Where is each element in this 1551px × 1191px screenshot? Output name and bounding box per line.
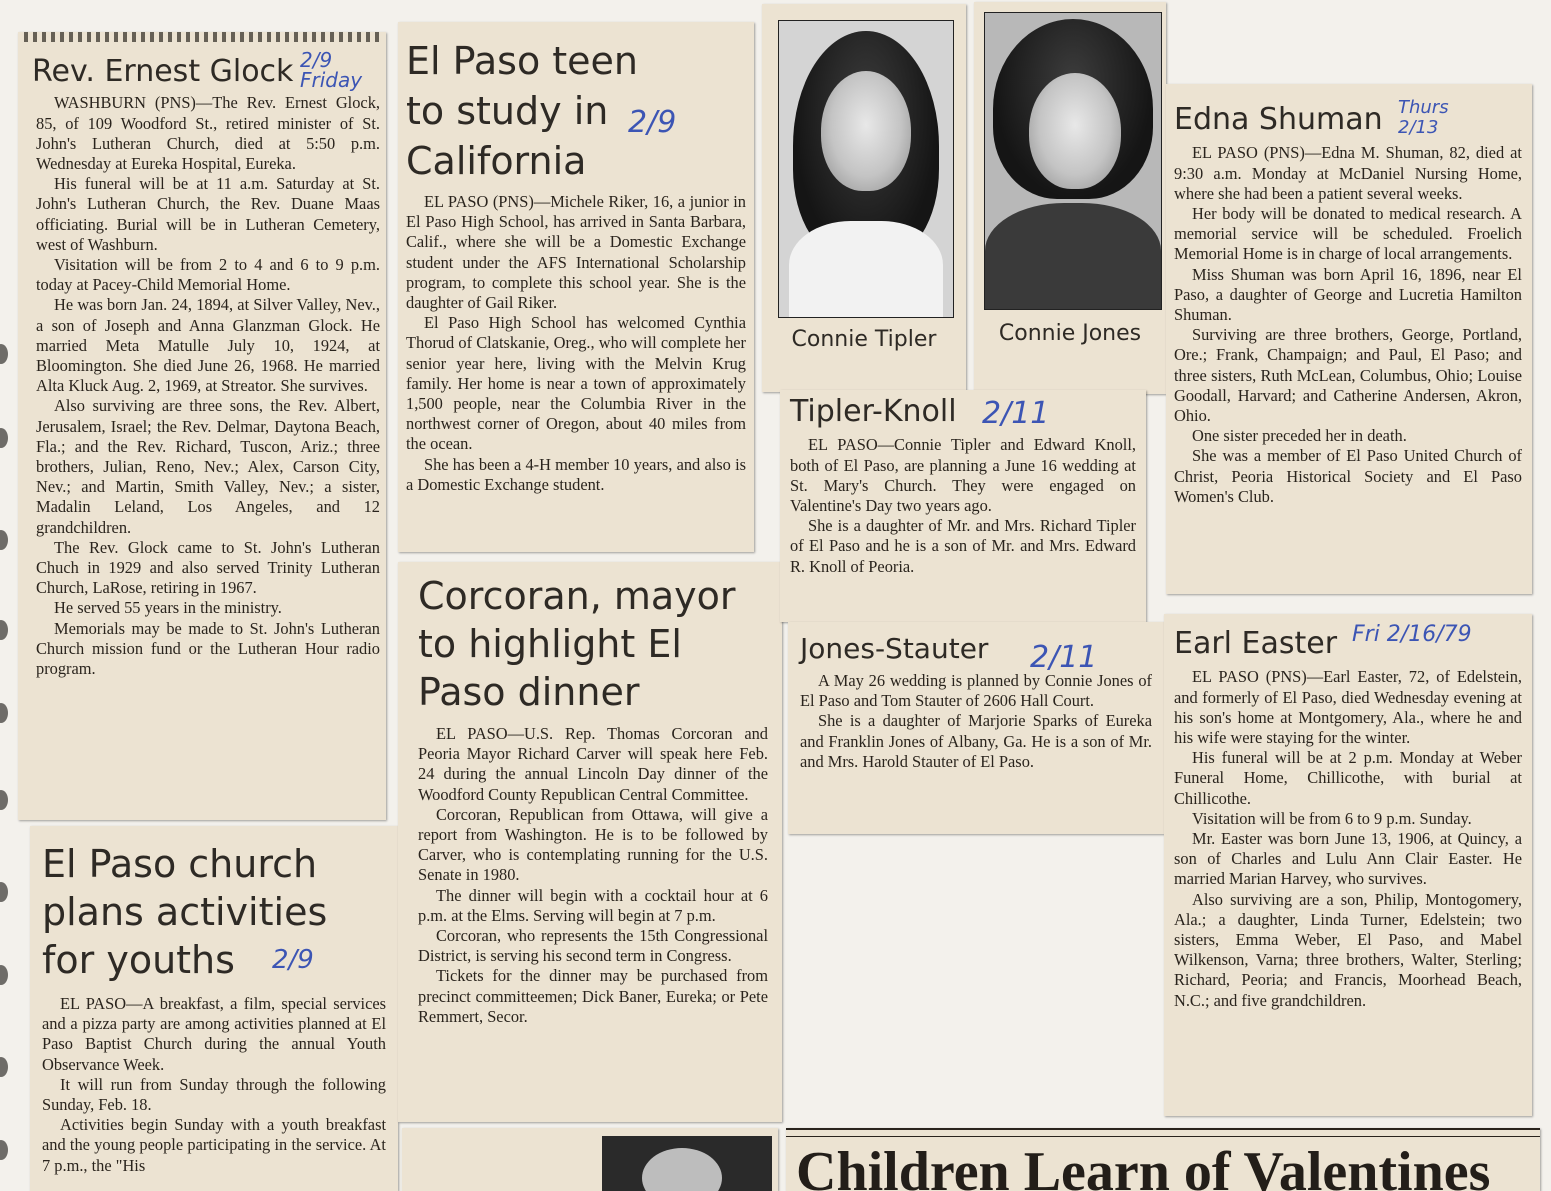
shuman-paragraph: Her body will be donated to medical research. A memorial service will be scheduled. Froelich Memorial Home is in charge of local arrangements.: [1174, 204, 1522, 264]
shuman-paragraph: EL PASO (PNS)—Edna M. Shuman, 82, died at 9:30 a.m. Monday at McDaniel Nursing Home, where she had been a patient several weeks.: [1174, 143, 1522, 203]
handwritten-date-note: 2/11: [1030, 640, 1098, 675]
glock-paragraph: He served 55 years in the ministry.: [54, 598, 282, 618]
jones-stauter-body: [800, 671, 1152, 772]
jones-stauter-headline: Jones-Stauter: [800, 632, 989, 665]
handwritten-date-note: 2/9: [272, 945, 314, 975]
shuman-paragraph: She was a member of El Paso United Church of Christ, Peoria Historical Society and El Paso Women's Club.: [1174, 446, 1522, 506]
glock-obituary-clipping: [18, 32, 386, 820]
partial-photo-clipping: [402, 1128, 778, 1191]
shuman-paragraph: One sister preceded her in death.: [1192, 426, 1407, 446]
corcoran-headline: Corcoran, mayor to highlight El Paso dinner: [418, 574, 736, 714]
church-headline: El Paso church plans activities for youths: [42, 842, 328, 982]
tipler-knoll-paragraph: She is a daughter of Mr. and Mrs. Richard Tipler of El Paso and he is a son of Mr. and Mrs. Edward R. Knoll of Peoria.: [790, 516, 1136, 576]
glock-paragraph: Memorials may be made to St. John's Lutheran Church mission fund or the Lutheran Hour radio program.: [36, 618, 380, 679]
jones-photo-clipping: [974, 2, 1166, 394]
handwritten-date-note: Thurs 2/13: [1398, 97, 1449, 138]
church-paragraph: Activities begin Sunday with a youth breakfast and the young people participating in the service. At 7 p.m., the "His: [42, 1115, 386, 1175]
easter-obituary-clipping: [1164, 614, 1532, 1116]
shuman-paragraph: Surviving are three brothers, George, Portland, Ore.; Frank, Champaign; and Paul, El Paso; and three sisters, Ruth McLean, Columbus, Ohio; Louise Goodall, Harvard; and Catherine Andersen, Akron, Ohio.: [1174, 325, 1522, 426]
easter-paragraph: Visitation will be from 6 to 9 p.m. Sunday.: [1192, 808, 1472, 828]
decorative-border: [24, 32, 380, 42]
jones-stauter-clipping: [788, 622, 1164, 834]
jones-stauter-paragraph: She is a daughter of Marjorie Sparks of Eureka and Franklin Jones of Albany, Ga. He is a son of Mr. and Mrs. Harold Stauter of El Paso.: [800, 711, 1152, 771]
glock-body: [36, 93, 380, 679]
glock-paragraph: Also surviving are three sons, the Rev. Albert, Jerusalem, Israel; the Rev. Delmar, Daytona Beach, Fla.; and the Rev. Richard, Tuscon, Ariz.; three brothers, Julian, Reno, Nev.; Alex, Carson City, Nev.; and Martin, Smith Valley, Nev.; a sister, Madalin Leland, Los Angeles, and 12 grandchildren.: [36, 396, 380, 537]
corcoran-body: [418, 724, 768, 1027]
corcoran-dinner-clipping: [398, 562, 782, 1122]
glock-headline: Rev. Ernest Glock: [32, 54, 294, 89]
tipler-knoll-clipping: [780, 390, 1146, 622]
handwritten-date-note: 2/9 Friday: [300, 48, 363, 92]
handwritten-date-note: Fri 2/16/79: [1352, 622, 1472, 647]
corcoran-paragraph: EL PASO—U.S. Rep. Thomas Corcoran and Peoria Mayor Richard Carver will speak here Feb. 24 during the annual Lincoln Day dinner of the Woodford County Republican Central Committee.: [418, 724, 768, 804]
connie-tipler-photo: [778, 20, 954, 318]
glock-paragraph: The Rev. Glock came to St. John's Lutheran Chuch in 1929 and also served Trinity Lutheran Church, LaRose, retiring in 1967.: [36, 537, 380, 598]
easter-paragraph: Also surviving are a son, Philip, Montogomery, Ala.; a daughter, Linda Turner, Edelstein; two sisters, Emma Weber, El Paso, and Mabel Wilkenson, Varna; three brothers, Walter, Sterling; Richard, Peoria; and Francis, Moorhead Beach, N.C.; and five grandchildren.: [1174, 889, 1522, 1010]
teen-paragraph: She has been a 4-H member 10 years, and also is a Domestic Exchange student.: [406, 454, 746, 494]
binder-hole: [0, 882, 8, 902]
valentines-headline: Children Learn of Valentines: [796, 1141, 1491, 1191]
binder-hole: [0, 790, 8, 810]
church-body: [42, 994, 386, 1176]
church-paragraph: It will run from Sunday through the following Sunday, Feb. 18.: [42, 1074, 386, 1115]
binder-hole: [0, 965, 8, 985]
teen-paragraph: EL PASO (PNS)—Michele Riker, 16, a junior in El Paso High School, has arrived in Santa Barbara, Calif., where she will be a Domestic Exchange student under the AFS International Scholarship program, to complete this school year. She is the daughter of Gail Riker.: [406, 192, 746, 313]
shuman-headline: Edna Shuman: [1174, 102, 1383, 137]
corcoran-paragraph: Tickets for the dinner may be purchased from precinct committeemen; Dick Baner, Eureka; or Pete Remmert, Secor.: [418, 966, 768, 1026]
binder-hole: [0, 428, 8, 448]
easter-paragraph: EL PASO (PNS)—Earl Easter, 72, of Edelstein, and formerly of El Paso, died Wednesday evening at his son's home at Montgomery, Ala., where he and his wife were staying for the winter.: [1174, 667, 1522, 747]
glock-paragraph: WASHBURN (PNS)—The Rev. Ernest Glock, 85, of 109 Woodford St., retired minister of St. John's Lutheran Church, died at 5:50 p.m. Wednesday at Eureka Hospital, Eureka.: [36, 93, 380, 173]
glock-paragraph: His funeral will be at 11 a.m. Saturday at St. John's Lutheran Church, the Rev. Duane Maas officiating. Burial will be in Lutheran Cemetery, west of Washburn.: [36, 174, 380, 254]
church-paragraph: EL PASO—A breakfast, a film, special services and a pizza party are among activities planned at El Paso Baptist Church during the annual Youth Observance Week.: [42, 994, 386, 1074]
tipler-knoll-paragraph: EL PASO—Connie Tipler and Edward Knoll, both of El Paso, are planning a June 16 wedding at St. Mary's Church. They were engaged on Valentine's Day two years ago.: [790, 435, 1136, 515]
easter-paragraph: Mr. Easter was born June 13, 1906, at Quincy, a son of Charles and Lulu Ann Clair Easter. He married Marian Harvey, who survives.: [1174, 829, 1522, 889]
tipler-knoll-headline: Tipler-Knoll: [790, 394, 957, 429]
binder-hole: [0, 703, 8, 723]
church-activities-clipping: [30, 826, 398, 1191]
teen-headline: El Paso teen to study in California: [406, 39, 639, 183]
jones-photo-caption: Connie Jones: [998, 321, 1142, 346]
tipler-photo-clipping: [762, 4, 966, 392]
binder-hole: [0, 1140, 8, 1160]
glock-paragraph: Visitation will be from 2 to 4 and 6 to 9 p.m. today at Pacey-Child Memorial Home.: [36, 255, 380, 295]
teen-paragraph: El Paso High School has welcomed Cynthia Thorud of Clatskanie, Oreg., who will complete her senior year here, living with the Melvin Krug family. Her home is near a town of approximately 1,500 people, near the Columbia River in the northwest corner of Oregon, about 40 miles from the ocean.: [406, 313, 746, 454]
tipler-photo-caption: Connie Tipler: [791, 327, 937, 352]
binder-hole: [0, 1057, 8, 1077]
easter-headline: Earl Easter: [1174, 626, 1338, 661]
valentines-clipping: [786, 1128, 1540, 1191]
teen-study-clipping: [398, 22, 754, 552]
easter-paragraph: His funeral will be at 2 p.m. Monday at Weber Funeral Home, Chillicothe, with burial at Chillicothe.: [1174, 748, 1522, 808]
handwritten-date-note: 2/11: [982, 396, 1050, 431]
corcoran-paragraph: Corcoran, who represents the 15th Congressional District, is serving his second term in Congress.: [418, 926, 768, 966]
shuman-body: [1174, 143, 1522, 507]
corcoran-paragraph: The dinner will begin with a cocktail hour at 6 p.m. at the Elms. Serving will begin at 7 p.m.: [418, 885, 768, 925]
corcoran-paragraph: Corcoran, Republican from Ottawa, will give a report from Washington. He is to be followed by Carver, who is contemplating running for the U.S. Senate in 1980.: [418, 804, 768, 885]
teen-body: [406, 192, 746, 495]
glock-paragraph: He was born Jan. 24, 1894, at Silver Valley, Nev., a son of Joseph and Anna Glanzman Glock. He married Meta Matulle July 10, 1924, at Bloomington. She died June 26, 1968. He married Alta Kluck Aug. 2, 1969, at Streator. She survives.: [36, 295, 380, 396]
handwritten-date-note: 2/9: [628, 105, 677, 140]
shuman-paragraph: Miss Shuman was born April 16, 1896, near El Paso, a daughter of George and Lucretia Hamilton Shuman.: [1174, 264, 1522, 325]
binder-hole: [0, 530, 8, 550]
jones-stauter-paragraph: A May 26 wedding is planned by Connie Jones of El Paso and Tom Stauter of 2606 Hall Court.: [800, 671, 1152, 711]
easter-body: [1174, 667, 1522, 1010]
tipler-knoll-body: [790, 435, 1136, 576]
partial-photo: [602, 1136, 772, 1191]
divider: [786, 1128, 1540, 1137]
connie-jones-photo: [984, 12, 1162, 310]
shuman-obituary-clipping: [1166, 84, 1532, 594]
binder-hole: [0, 344, 8, 364]
binder-hole: [0, 620, 8, 640]
